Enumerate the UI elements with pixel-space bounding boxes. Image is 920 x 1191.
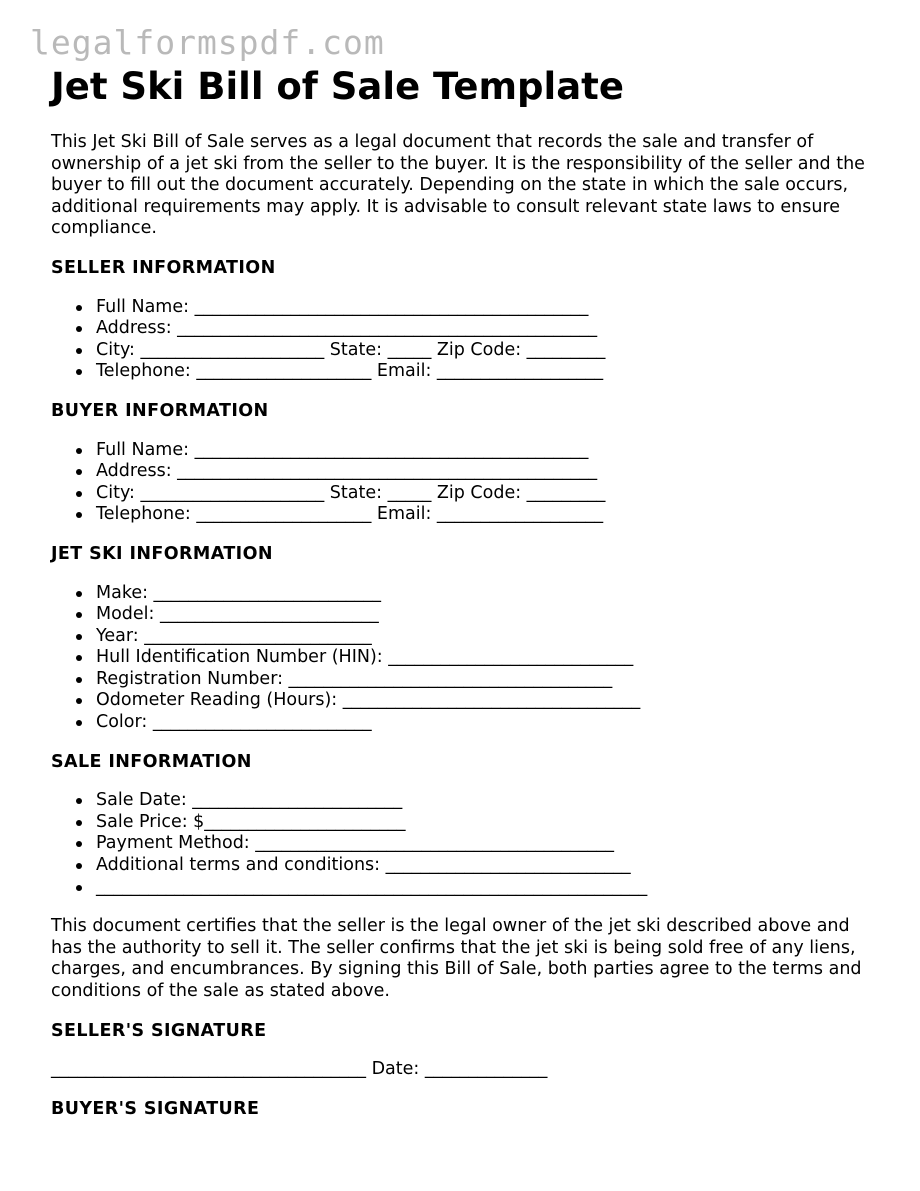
seller-signature-heading: SELLER'S SIGNATURE bbox=[51, 1020, 267, 1041]
seller-address-field[interactable]: Address: ________________________________________________ bbox=[96, 318, 881, 340]
document-page bbox=[51, 64, 881, 1120]
buyer-city-state-zip-field[interactable]: City: _____________________ State: _____ Zip Code: _________ bbox=[96, 483, 881, 505]
jet-ski-information-list bbox=[51, 583, 881, 734]
jet-ski-information-heading: JET SKI INFORMATION bbox=[51, 543, 273, 564]
payment-method-field[interactable]: Payment Method: _________________________________________ bbox=[96, 833, 881, 855]
intro-paragraph: This Jet Ski Bill of Sale serves as a legal document that records the sale and transfer of ownership of a jet ski from the seller to the buyer. It is the responsibility of the seller and the buyer to fill out the document accurately. Depending on the state in which the sale occurs, additional requirements may apply. It is advisable to consult relevant state laws to ensure compliance. bbox=[51, 132, 865, 239]
seller-telephone-email-field[interactable]: Telephone: ____________________ Email: ___________________ bbox=[96, 361, 881, 383]
jet-ski-hin-field[interactable]: Hull Identification Number (HIN): ____________________________ bbox=[96, 647, 881, 669]
jet-ski-registration-field[interactable]: Registration Number: _____________________________________ bbox=[96, 669, 881, 691]
buyer-address-field[interactable]: Address: ________________________________________________ bbox=[96, 461, 881, 483]
seller-signature-line[interactable]: ____________________________________ Date: ______________ bbox=[51, 1059, 548, 1080]
sale-information-list bbox=[51, 790, 881, 898]
buyer-information-heading: BUYER INFORMATION bbox=[51, 400, 269, 421]
buyer-signature-heading: BUYER'S SIGNATURE bbox=[51, 1098, 260, 1119]
buyer-telephone-email-field[interactable]: Telephone: ____________________ Email: ___________________ bbox=[96, 504, 881, 526]
sale-information-heading: SALE INFORMATION bbox=[51, 751, 252, 772]
sale-price-field[interactable]: Sale Price: $_______________________ bbox=[96, 812, 881, 834]
jet-ski-model-field[interactable]: Model: _________________________ bbox=[96, 604, 881, 626]
sale-date-field[interactable]: Sale Date: ________________________ bbox=[96, 790, 881, 812]
jet-ski-make-field[interactable]: Make: __________________________ bbox=[96, 583, 881, 605]
seller-full-name-field[interactable]: Full Name: _____________________________________________ bbox=[96, 297, 881, 319]
certification-paragraph: This document certifies that the seller is the legal owner of the jet ski described above and has the authority to sell it. The seller confirms that the jet ski is being sold free of any liens, charges, and encumbrances. By signing this Bill of Sale, both parties agree to the terms and conditions of the sale as stated above. bbox=[51, 916, 862, 1001]
jet-ski-year-field[interactable]: Year: __________________________ bbox=[96, 626, 881, 648]
page-title: Jet Ski Bill of Sale Template bbox=[51, 65, 624, 108]
additional-terms-field[interactable]: Additional terms and conditions: ____________________________ bbox=[96, 855, 881, 877]
seller-city-state-zip-field[interactable]: City: _____________________ State: _____ Zip Code: _________ bbox=[96, 340, 881, 362]
seller-information-list bbox=[51, 297, 881, 383]
buyer-full-name-field[interactable]: Full Name: _____________________________________________ bbox=[96, 440, 881, 462]
additional-terms-continuation-field[interactable]: _______________________________________________________________ bbox=[96, 877, 881, 899]
jet-ski-color-field[interactable]: Color: _________________________ bbox=[96, 712, 881, 734]
buyer-information-list bbox=[51, 440, 881, 526]
seller-information-heading: SELLER INFORMATION bbox=[51, 257, 276, 278]
jet-ski-odometer-field[interactable]: Odometer Reading (Hours): __________________________________ bbox=[96, 690, 881, 712]
watermark: legalformspdf.com bbox=[30, 23, 385, 62]
